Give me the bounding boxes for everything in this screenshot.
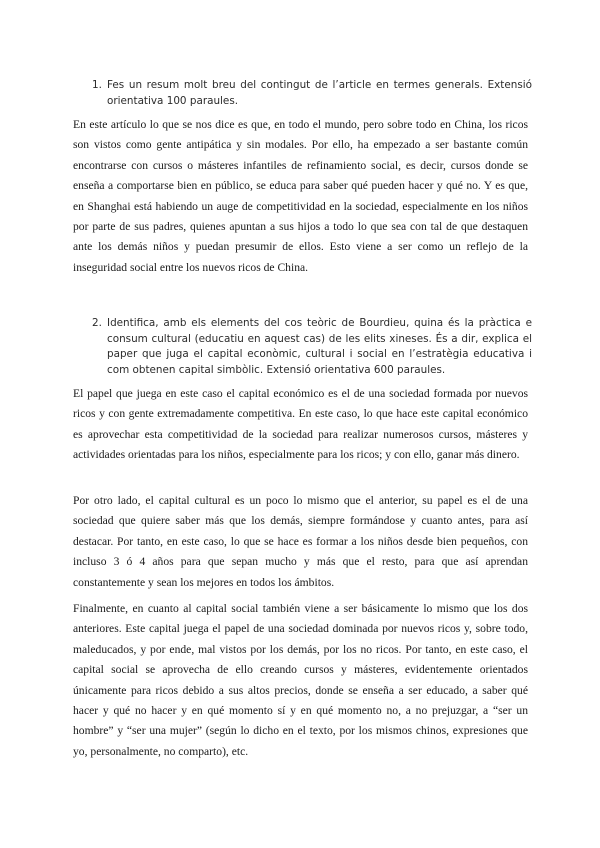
question-2-number: 2.: [92, 317, 102, 329]
answer-1-paragraph: En este artículo lo que se nos dice es que, en todo el mundo, pero sobre todo en China, los ricos son vistos como gente antipática y sin modales. Por ello, ha empezado a ser bastante común encontrarse con cursos o másteres infantiles de refinamiento social, es decir, cursos donde se enseña a comportarse bien en público, se educa para saber qué pueden hacer y qué no. Y es que, en Shanghai está habiendo un auge de competitividad en la sociedad, especialmente en los niños por parte de sus padres, quienes apuntan a sus hijos a todo lo que sea con tal de que destaquen ante los demás niños y puedan presumir de ellos. Esto viene a ser como un reflejo de la inseguridad social entre los nuevos ricos de China.: [73, 118, 528, 274]
question-2-text: Identifica, amb els elements del cos teòric de Bourdieu, quina és la pràctica e consum cultural (educatiu en aquest cas) de les elits xineses. És a dir, explica el paper que juga el capital econòmic, cultural i social en l’estratègia educativa i com obtenen capital simbòlic. Extensió orientativa 600 paraules.: [107, 317, 532, 376]
answer-2-paragraph-2: Por otro lado, el capital cultural es un poco lo mismo que el anterior, su papel es el de una sociedad que quiere saber más que los demás, siempre formándose y cuanto antes, para así destacar. Por tanto, en este caso, lo que se hace es formar a los niños desde bien pequeños, con incluso 3 ó 4 años para que sepan mucho y más que el resto, para que así aprendan constantemente y sean los mejores en todos los ámbitos.: [73, 494, 528, 589]
answer-2-paragraph-1: El papel que juega en este caso el capital económico es el de una sociedad formada por nuevos ricos y con gente extremadamente competitiva. En este caso, lo que hace este capital económico es aprovechar esta competitividad de la sociedad para realizar numerosos cursos, másteres y actividades orientadas para los niños, especialmente para los ricos; y con ello, ganar más dinero.: [73, 387, 528, 462]
question-2: [92, 316, 532, 378]
question-1-text: Fes un resum molt breu del contingut de l’article en termes generals. Extensió orientativa 100 paraules.: [107, 79, 532, 107]
answer-2-paragraph-3: Finalmente, en cuanto al capital social también viene a ser básicamente lo mismo que los dos anteriores. Este capital juega el papel de una sociedad dominada por nuevos ricos y, sobre todo, maleducados, y por ende, mal vistos por los demás, por los no ricos. Por tanto, en este caso, el capital social se aprovecha de ello creando cursos y másteres, evidentemente orientados únicamente para ricos debido a sus altos precios, donde se enseña a ser educado, a saber qué hacer y qué no hacer y en qué momento sí y en qué momento no, a no prejuzgar, a “ser un hombre” y “ser una mujer” (según lo dicho en el texto, por los mismos chinos, expresiones que yo, personalmente, no comparto), etc.: [73, 602, 528, 758]
question-1: [92, 78, 532, 109]
question-1-number: 1.: [92, 79, 102, 91]
